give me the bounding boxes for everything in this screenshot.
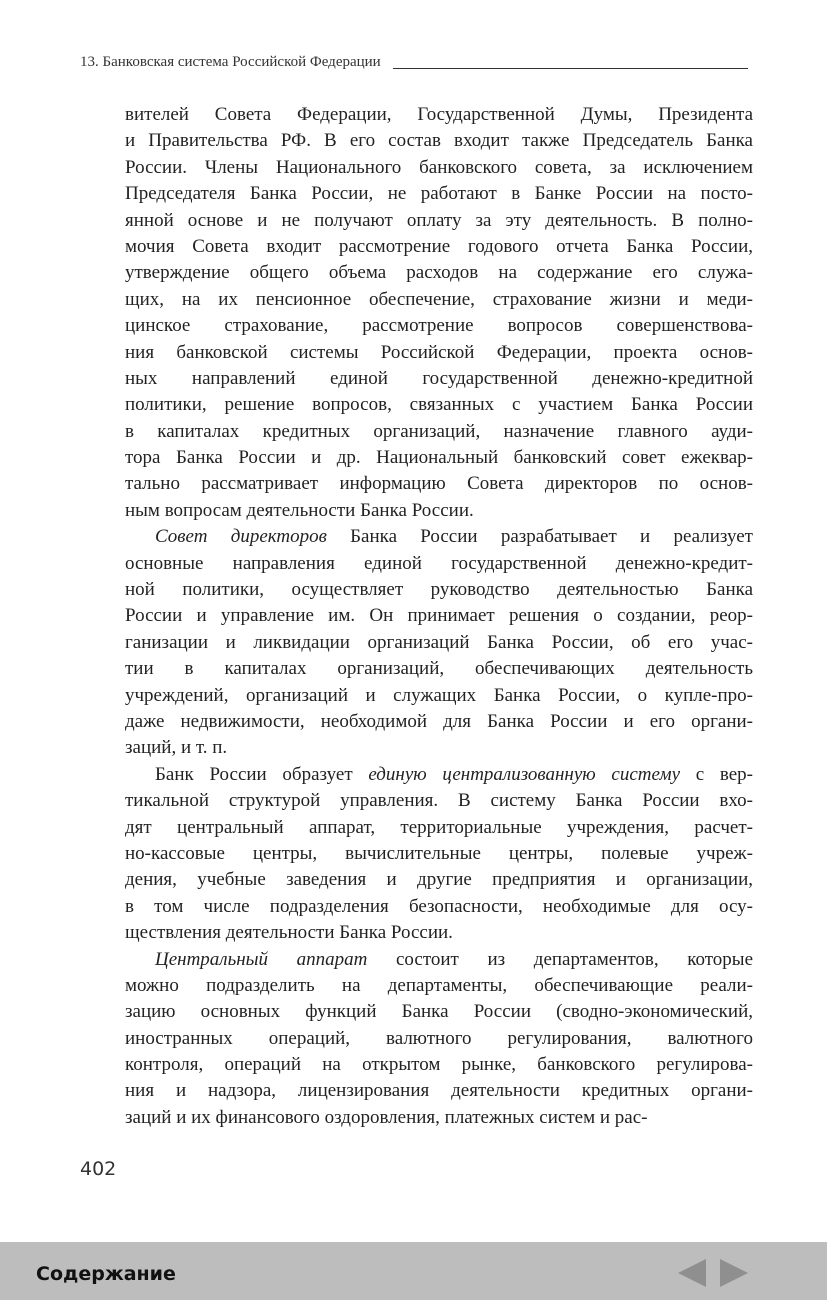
text-span: мочия Совета входит рассмотрение годового отчета Банка России,	[125, 235, 753, 257]
text-span: и Правительства РФ. В его состав входит также Председатель Банка	[125, 130, 753, 152]
text-span: с вер-	[680, 763, 753, 785]
text-span: политики, решение вопросов, связанных с участием Банка России	[125, 394, 753, 416]
text-span: янной основе и не получают оплату за эту деятельность. В полно-	[125, 209, 753, 231]
running-header	[80, 52, 748, 72]
text-line	[125, 340, 753, 366]
text-line	[125, 947, 753, 973]
text-line	[125, 366, 753, 392]
text-span: Банк России образует	[155, 763, 369, 785]
text-span: даже недвижимости, необходимой для Банка России и его органи-	[125, 710, 753, 732]
text-line	[125, 445, 753, 471]
footer-bar	[0, 1242, 827, 1300]
text-line	[125, 524, 753, 550]
page-number: 402	[80, 1158, 117, 1180]
italic-term: единую централизованную систему	[368, 763, 680, 785]
text-line	[125, 1078, 753, 1104]
text-line	[125, 287, 753, 313]
text-line	[125, 603, 753, 629]
text-line	[125, 498, 753, 524]
text-line	[125, 683, 753, 709]
text-span: России. Члены Национального банковского совета, за исключением	[125, 156, 753, 178]
text-line	[125, 181, 753, 207]
text-line	[125, 867, 753, 893]
text-line	[125, 102, 753, 128]
text-line	[125, 208, 753, 234]
text-line	[125, 260, 753, 286]
text-line	[125, 656, 753, 682]
text-line	[125, 234, 753, 260]
text-line	[125, 155, 753, 181]
text-span: тора Банка России и др. Национальный банковский совет ежеквар-	[125, 447, 753, 469]
text-line	[125, 577, 753, 603]
text-line	[125, 815, 753, 841]
italic-term: Центральный аппарат	[155, 948, 368, 970]
italic-term: Совет директоров	[155, 526, 327, 548]
text-line	[125, 471, 753, 497]
text-line	[125, 313, 753, 339]
text-line	[125, 841, 753, 867]
text-line	[125, 709, 753, 735]
triangle-left-icon[interactable]	[676, 1257, 708, 1289]
text-line	[125, 392, 753, 418]
text-line	[125, 735, 753, 761]
text-span: ным вопросам деятельности Банка России.	[125, 499, 474, 521]
text-span: ния и надзора, лицензирования деятельности кредитных органи-	[125, 1080, 753, 1102]
text-span: контроля, операций на открытом рынке, банковского регулирова-	[125, 1054, 753, 1076]
text-span: Банка России разрабатывает и реализует	[326, 526, 753, 548]
text-span: заций, и т. п.	[125, 737, 228, 759]
text-line	[125, 762, 753, 788]
text-line	[125, 551, 753, 577]
text-span: тии в капиталах организаций, обеспечивающих деятельность	[125, 658, 753, 680]
text-span: иностранных операций, валютного регулирования, валютного	[125, 1027, 753, 1049]
text-span: ной политики, осуществляет руководство деятельностью Банка	[125, 579, 753, 601]
text-span: в капиталах кредитных организаций, назначение главного ауди-	[125, 420, 753, 442]
text-span: ных направлений единой государственной денежно-кредитной	[125, 367, 753, 389]
text-span: тикальной структурой управления. В систему Банка России вхо-	[125, 790, 753, 812]
contents-link[interactable]: Содержание	[36, 1263, 176, 1285]
text-line	[125, 999, 753, 1025]
text-span: можно подразделить на департаменты, обеспечивающие реали-	[125, 974, 753, 996]
text-span: учреждений, организаций и служащих Банка России, о купле-про-	[125, 684, 753, 706]
text-span: России и управление им. Он принимает решения о создании, реор-	[125, 605, 753, 627]
text-line	[125, 920, 753, 946]
text-line	[125, 973, 753, 999]
text-span: ществления деятельности Банка России.	[125, 922, 453, 944]
text-line	[125, 1026, 753, 1052]
chapter-title: 13. Банковская система Российской Федерации	[80, 53, 381, 70]
text-line	[125, 1105, 753, 1131]
text-span: щих, на их пенсионное обеспечение, страхование жизни и меди-	[125, 288, 753, 310]
text-span: основные направления единой государственной денежно-кредит-	[125, 552, 753, 574]
text-span: вителей Совета Федерации, Государственной Думы, Президента	[125, 104, 753, 125]
header-rule	[393, 68, 748, 69]
text-span: в том числе подразделения безопасности, необходимые для осу-	[125, 895, 753, 917]
text-span: дения, учебные заведения и другие предприятия и организации,	[125, 869, 753, 891]
text-span: заций и их финансового оздоровления, платежных систем и рас-	[125, 1106, 648, 1128]
text-line	[125, 1052, 753, 1078]
text-span: Председателя Банка России, не работают в Банке России на посто-	[125, 183, 753, 205]
triangle-right-icon[interactable]	[718, 1257, 750, 1289]
text-span: дят центральный аппарат, территориальные учреждения, расчет-	[125, 816, 753, 838]
text-span: ния банковской системы Российской Федерации, проекта основ-	[125, 341, 753, 363]
text-span: ганизации и ликвидации организаций Банка России, об его учас-	[125, 631, 753, 653]
text-line	[125, 894, 753, 920]
text-line	[125, 128, 753, 154]
text-span: тально рассматривает информацию Совета директоров по основ-	[125, 473, 753, 495]
text-span: состоит из департаментов, которые	[367, 948, 753, 970]
body-text	[125, 102, 753, 1131]
text-line	[125, 419, 753, 445]
text-line	[125, 788, 753, 814]
text-span: утверждение общего объема расходов на содержание его служа-	[125, 262, 753, 284]
text-span: но-кассовые центры, вычислительные центры, полевые учреж-	[125, 842, 753, 864]
text-span: цинское страхование, рассмотрение вопросов совершенствова-	[125, 315, 753, 337]
text-span: зацию основных функций Банка России (сводно-экономический,	[125, 1001, 753, 1023]
text-line	[125, 630, 753, 656]
